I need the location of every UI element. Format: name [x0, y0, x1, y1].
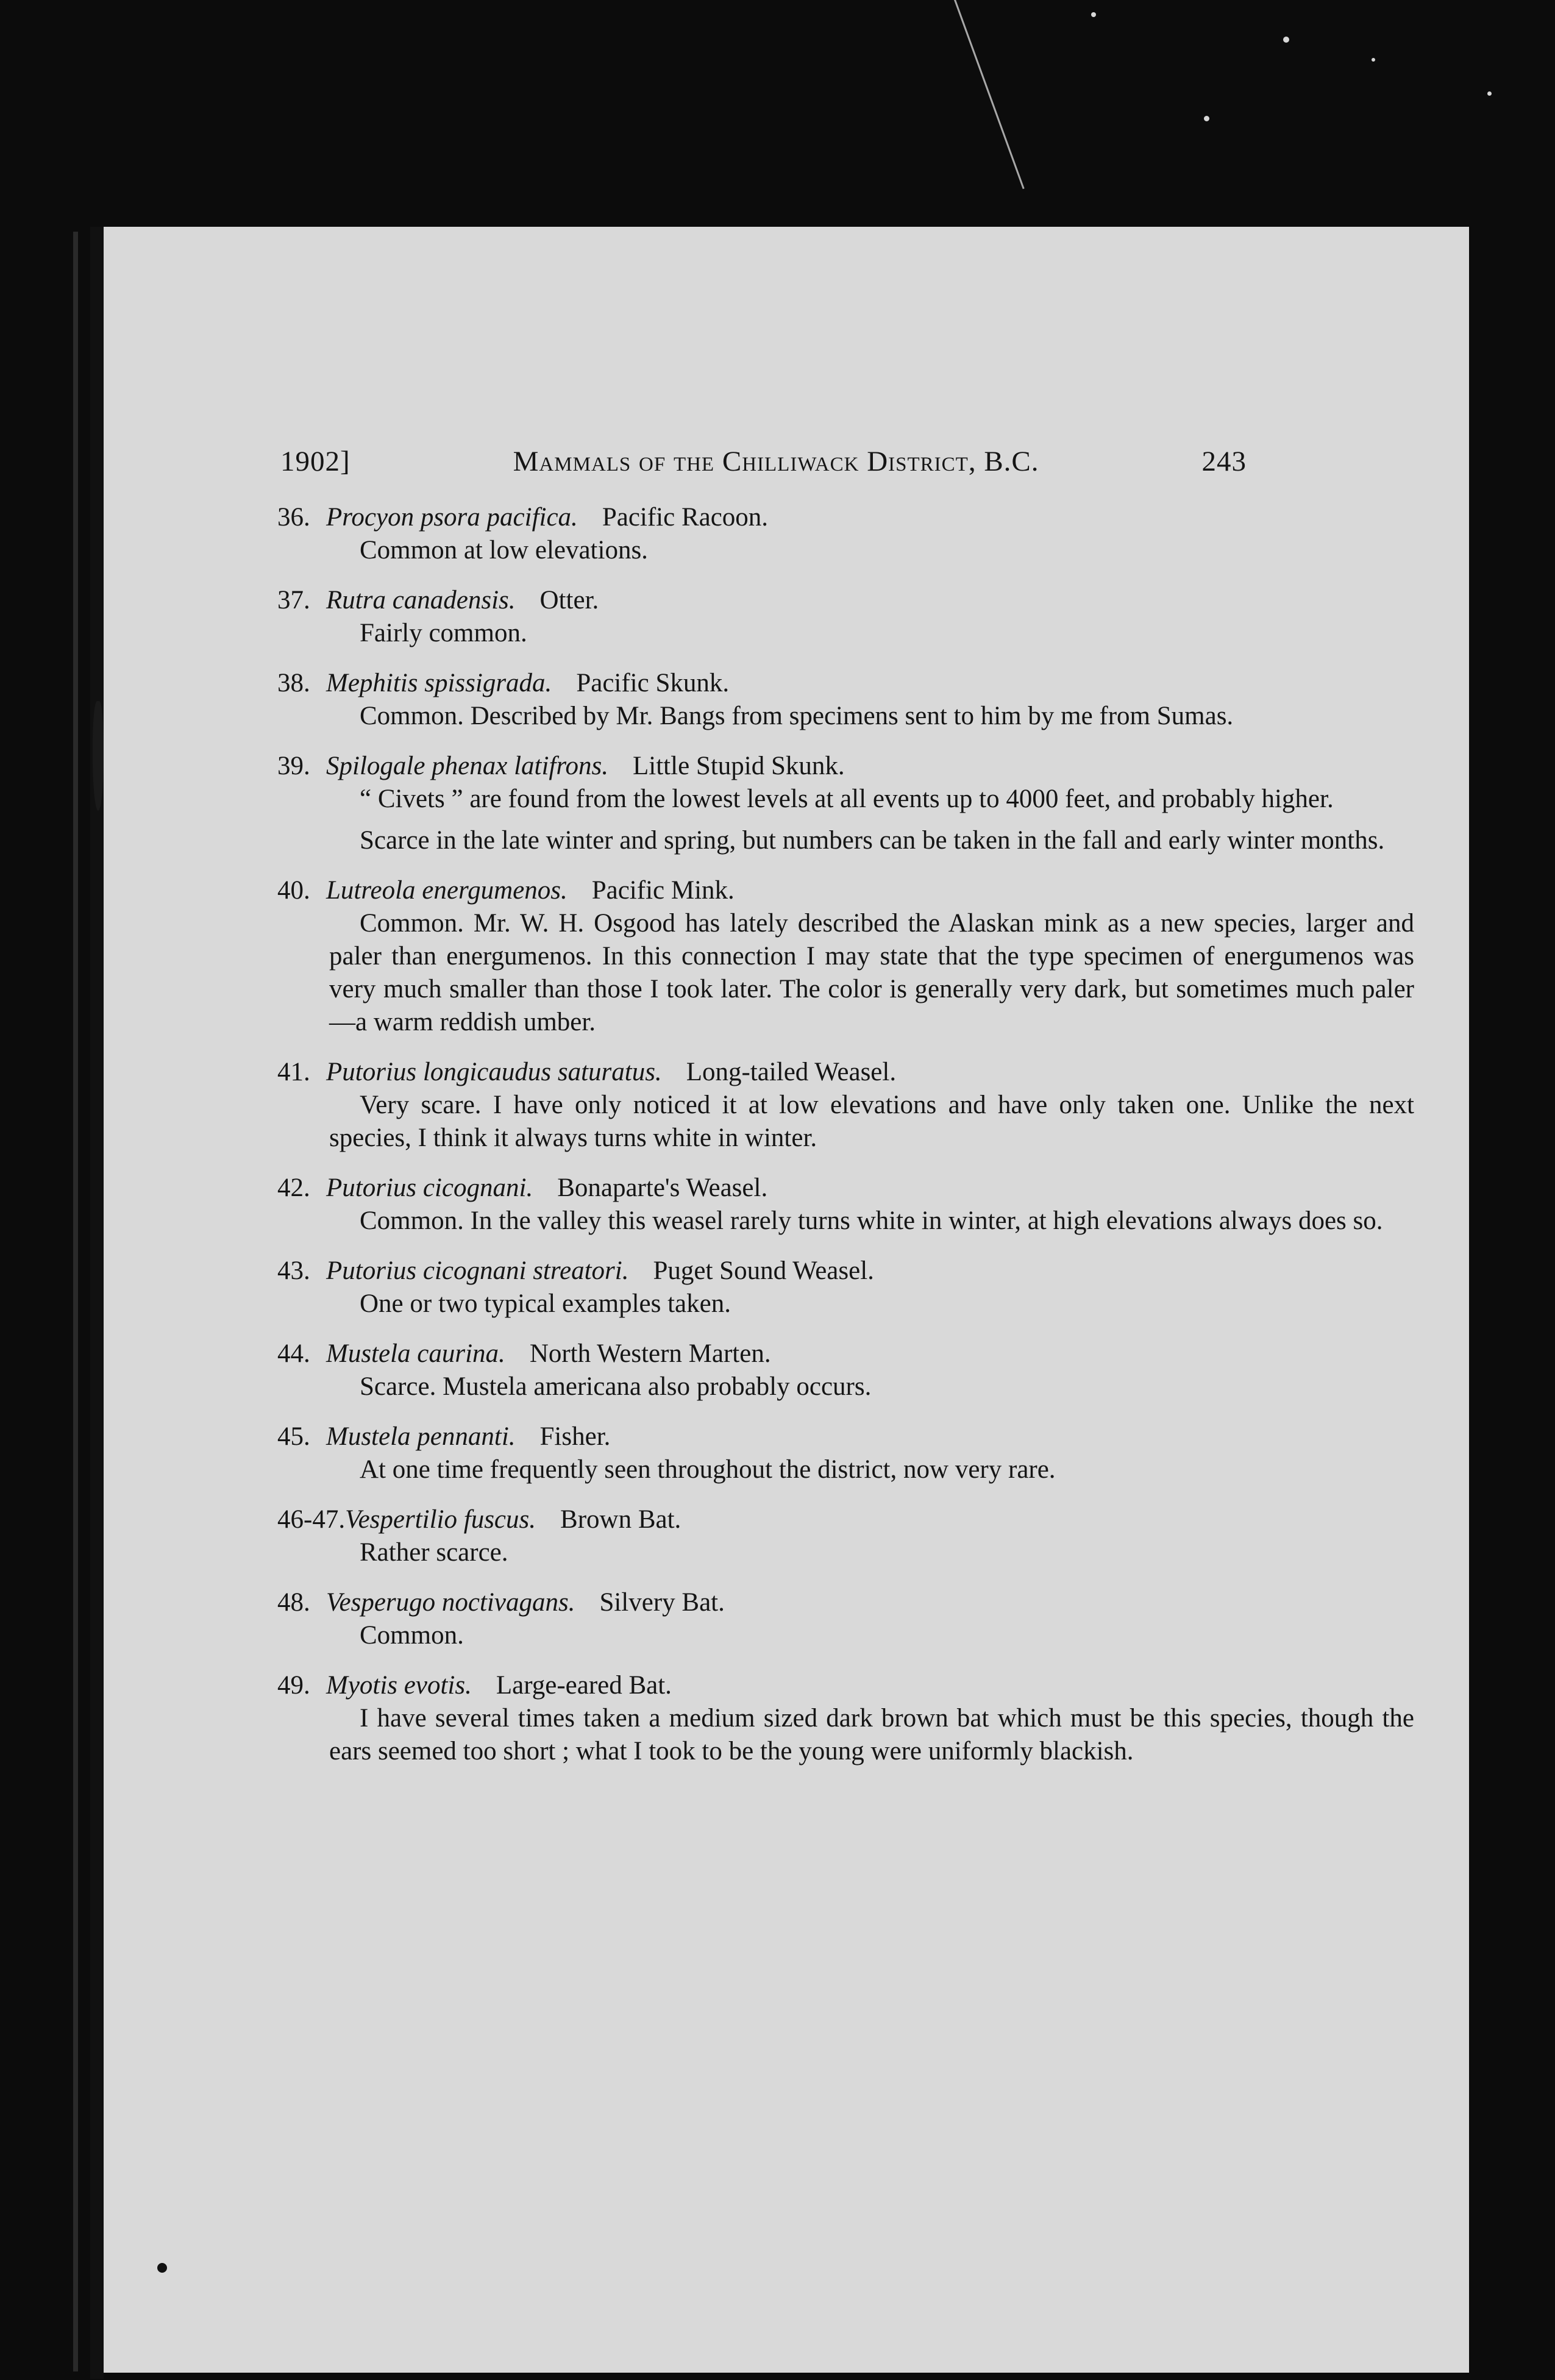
- dust-speck: [1091, 12, 1096, 17]
- page-number: 243: [1201, 446, 1247, 477]
- entry-description: Common at low elevations.: [360, 536, 648, 565]
- species-entry: [171, 501, 1268, 567]
- header-title: Mammals of the Chilliwack District, B.C.: [513, 446, 1039, 477]
- entry-heading: [277, 1255, 1268, 1288]
- entry-number: 40.: [277, 876, 310, 905]
- entry-number: 42.: [277, 1174, 310, 1202]
- dust-speck: [1204, 116, 1209, 121]
- page-gutter-edge: [73, 232, 78, 2371]
- species-entry: [171, 750, 1385, 857]
- entry-description: Scarce. Mustela americana also probably occurs.: [360, 1372, 872, 1401]
- entry-heading: [277, 501, 1268, 534]
- entry-number: 37.: [277, 586, 310, 615]
- species-entry: [171, 1503, 1268, 1569]
- entry-description: Rather scarce.: [360, 1538, 508, 1567]
- entry-description: One or two typical examples taken.: [360, 1289, 731, 1318]
- common-name: Otter.: [539, 586, 599, 615]
- entry-description: Scarce in the late winter and spring, but numbers can be taken in the fall and early winter months.: [360, 826, 1385, 855]
- entry-description: I have several times taken a medium sized dark brown bat which must be this species, though the ears seemed too short ; what I took to be the young were uniformly blackish.: [329, 1704, 1414, 1765]
- entry-heading: [277, 1420, 1268, 1453]
- scientific-name: Spilogale phenax latifrons.: [326, 752, 609, 780]
- film-scratch: [954, 0, 1025, 189]
- entry-description: Very scare. I have only noticed it at low elevations and have only taken one. Unlike the next species, I think it always turns white in winter.: [329, 1091, 1414, 1152]
- common-name: Fisher.: [539, 1422, 611, 1451]
- scientific-name: Procyon psora pacifica.: [326, 503, 578, 532]
- common-name: Puget Sound Weasel.: [653, 1256, 874, 1285]
- species-entry: [171, 584, 1268, 650]
- entry-description: At one time frequently seen throughout the district, now very rare.: [360, 1455, 1056, 1484]
- scientific-name: Mustela pennanti.: [326, 1422, 516, 1451]
- page-text: [171, 445, 1414, 1785]
- entry-heading: [277, 667, 1268, 700]
- species-entry: [171, 1255, 1268, 1320]
- common-name: Pacific Racoon.: [602, 503, 769, 532]
- scientific-name: Vespertilio fuscus.: [345, 1505, 536, 1534]
- species-entry: [171, 1420, 1268, 1486]
- scientific-name: Rutra canadensis.: [326, 586, 516, 615]
- common-name: Silvery Bat.: [599, 1588, 725, 1617]
- running-header: [280, 445, 1247, 478]
- entry-heading: [277, 1503, 1268, 1536]
- entry-number: 41.: [277, 1058, 310, 1086]
- scientific-name: Lutreola energumenos.: [326, 876, 568, 905]
- common-name: North Western Marten.: [529, 1339, 771, 1368]
- entry-heading: [277, 750, 1268, 783]
- species-entry: [171, 874, 1414, 1039]
- scientific-name: Vesperugo noctivagans.: [326, 1588, 575, 1617]
- entry-heading: [277, 1172, 1268, 1205]
- entry-number: 38.: [277, 669, 310, 697]
- entry-number: 49.: [277, 1671, 310, 1700]
- entry-heading: [277, 1669, 1268, 1702]
- entry-heading: [277, 874, 1268, 907]
- entry-number: 46-47.: [277, 1505, 346, 1534]
- entry-number: 48.: [277, 1588, 310, 1617]
- entry-heading: [277, 584, 1268, 617]
- common-name: Pacific Skunk.: [576, 669, 730, 697]
- scientific-name: Mephitis spissigrada.: [326, 669, 552, 697]
- scientific-name: Putorius longicaudus saturatus.: [326, 1058, 662, 1086]
- dust-speck: [1487, 91, 1492, 96]
- entry-heading: [277, 1056, 1268, 1089]
- entry-number: 36.: [277, 503, 310, 532]
- ink-speck: [157, 2263, 167, 2273]
- entry-description: Fairly common.: [360, 619, 527, 647]
- species-entry: [171, 1586, 1268, 1652]
- entry-description: “ Civets ” are found from the lowest levels at all events up to 4000 feet, and probably higher.: [360, 785, 1334, 813]
- header-year: 1902]: [280, 446, 350, 477]
- entry-description: Common. Mr. W. H. Osgood has lately described the Alaskan mink as a new species, larger and paler than energumenos. In this connection I may state that the type specimen of energumenos was very much smaller than those I took later. The color is generally very dark, but sometimes much paler—a warm reddish umber.: [329, 909, 1414, 1036]
- page-gutter: [90, 227, 104, 2379]
- dust-speck: [1372, 58, 1375, 62]
- scientific-name: Myotis evotis.: [326, 1671, 472, 1700]
- common-name: Bonaparte's Weasel.: [557, 1174, 768, 1202]
- common-name: Little Stupid Skunk.: [633, 752, 845, 780]
- entry-description: Common.: [360, 1621, 464, 1650]
- species-entry: [171, 667, 1268, 733]
- entry-number: 44.: [277, 1339, 310, 1368]
- species-entry: [171, 1669, 1414, 1768]
- scientific-name: Putorius cicognani.: [326, 1174, 533, 1202]
- entry-number: 45.: [277, 1422, 310, 1451]
- species-entry: [171, 1338, 1268, 1403]
- scientific-name: Putorius cicognani streatori.: [326, 1256, 629, 1285]
- scientific-name: Mustela caurina.: [326, 1339, 505, 1368]
- species-entry: [171, 1056, 1414, 1155]
- common-name: Pacific Mink.: [591, 876, 735, 905]
- entry-number: 39.: [277, 752, 310, 780]
- entry-description: Common. Described by Mr. Bangs from specimens sent to him by me from Sumas.: [360, 702, 1234, 730]
- species-list: [171, 501, 1414, 1768]
- entry-description: Common. In the valley this weasel rarely turns white in winter, at high elevations always does so.: [360, 1206, 1383, 1235]
- entry-number: 43.: [277, 1256, 310, 1285]
- common-name: Long-tailed Weasel.: [686, 1058, 897, 1086]
- entry-heading: [277, 1586, 1268, 1619]
- species-entry: [171, 1172, 1383, 1238]
- binding-ribbon: [93, 701, 104, 811]
- entry-heading: [277, 1338, 1268, 1370]
- common-name: Large-eared Bat.: [496, 1671, 672, 1700]
- dust-speck: [1283, 37, 1289, 43]
- common-name: Brown Bat.: [560, 1505, 681, 1534]
